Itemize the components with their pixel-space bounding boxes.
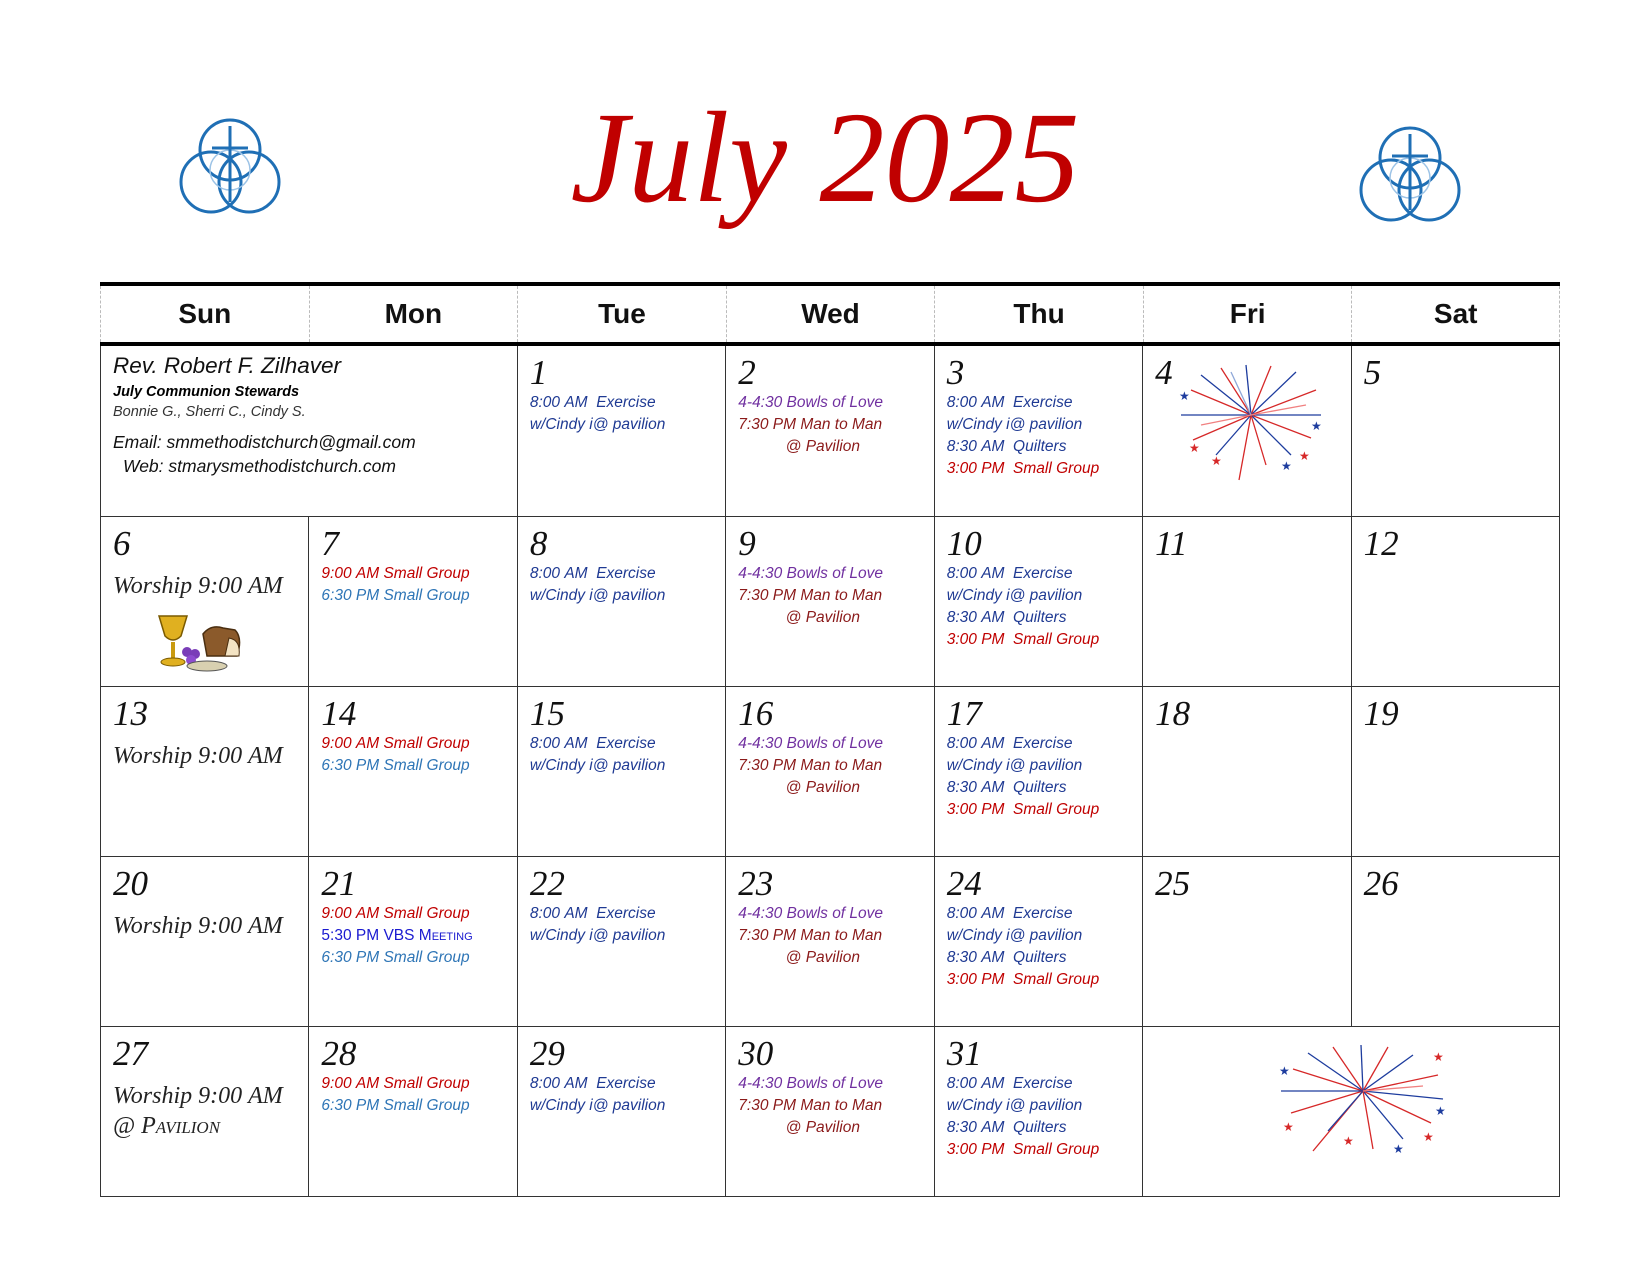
day-cell-6 [101,516,309,686]
day-number: 11 [1155,524,1188,563]
svg-text:★: ★ [1343,1134,1354,1148]
weekday-tue: Tue [517,286,726,342]
day-number: 8 [529,524,548,563]
event-man-to-man: 7:30 PM Man to Man [738,1097,883,1114]
day-cell-2 [726,346,934,516]
day-cell-26 [1352,856,1560,1026]
web-line: Web: stmarysmethodistchurch.com [123,456,396,476]
svg-text:★: ★ [1423,1130,1434,1144]
weekday-header [100,282,1560,346]
svg-text:★: ★ [1281,459,1292,473]
weekday-mon: Mon [309,286,518,342]
day-number: 5 [1363,353,1382,392]
day-number: 25 [1155,864,1191,903]
day-number: 18 [1155,694,1191,733]
day-cell-5 [1352,346,1560,516]
weekday-fri: Fri [1143,286,1352,342]
event-quilters: 8:30 AM Quilters [946,1119,1067,1136]
event-worship: Worship 9:00 AM [113,743,283,769]
event-exercise-location: w/Cindy i@ pavilion [946,587,1083,604]
event-exercise: 8:00 AM Exercise [529,394,656,411]
weekday-thu: Thu [934,286,1143,342]
event-quilters: 8:30 AM Quilters [946,609,1067,626]
day-cell-12 [1352,516,1560,686]
day-cell-8 [518,516,726,686]
pastor-name: Rev. Robert F. Zilhaver [113,353,341,378]
svg-text:★: ★ [1279,1064,1290,1078]
church-logo-icon [1354,120,1466,232]
event-man-to-man-location: @ Pavilion [738,1119,860,1136]
day-number: 7 [321,524,339,563]
svg-text:★: ★ [1435,1104,1446,1118]
event-exercise: 8:00 AM Exercise [529,1075,656,1092]
event-man-to-man: 7:30 PM Man to Man [738,757,883,774]
calendar-grid [100,346,1560,1197]
svg-text:★: ★ [1211,454,1222,468]
event-man-to-man-location: @ Pavilion [738,779,860,796]
event-bowls-of-love: 4-4:30 Bowls of Love [738,565,884,582]
day-cell-23 [726,856,934,1026]
day-number: 6 [113,524,131,563]
event-exercise: 8:00 AM Exercise [946,565,1073,582]
day-cell-17 [935,686,1143,856]
event-small-group: 3:00 PM Small Group [946,1141,1100,1158]
stewards-title: July Communion Stewards [113,384,300,400]
event-vbs-meeting: 5:30 PM VBS Meeting [321,927,473,944]
event-small-group: 3:00 PM Small Group [946,801,1100,818]
day-cell-21 [309,856,517,1026]
event-bowls-of-love: 4-4:30 Bowls of Love [738,905,884,922]
event-bowls-of-love: 4-4:30 Bowls of Love [738,394,884,411]
calendar-title: July 2025 [570,86,1080,230]
event-quilters: 8:30 AM Quilters [946,438,1067,455]
svg-text:★: ★ [1393,1142,1404,1156]
day-cell-16 [726,686,934,856]
day-number: 31 [946,1034,982,1073]
day-number: 20 [113,864,148,903]
event-exercise: 8:00 AM Exercise [529,735,656,752]
event-bowls-of-love: 4-4:30 Bowls of Love [738,1075,884,1092]
event-small-group-evening: 6:30 PM Small Group [321,757,470,774]
day-cell-1 [518,346,726,516]
event-exercise-location: w/Cindy i@ pavilion [529,1097,666,1114]
calendar [100,282,1560,1197]
day-cell-28 [309,1026,517,1196]
day-cell-14 [309,686,517,856]
day-number: 22 [529,864,565,903]
event-man-to-man: 7:30 PM Man to Man [738,587,883,604]
svg-text:★: ★ [1311,419,1322,433]
day-cell-29 [518,1026,726,1196]
day-cell-3 [935,346,1143,516]
day-cell-10 [935,516,1143,686]
day-cell-4 [1143,346,1351,516]
day-number: 2 [738,353,756,392]
day-number: 29 [529,1034,565,1073]
day-number: 17 [946,694,982,733]
event-exercise: 8:00 AM Exercise [946,1075,1073,1092]
event-exercise-location: w/Cindy i@ pavilion [946,416,1083,433]
day-cell-15 [518,686,726,856]
event-man-to-man: 7:30 PM Man to Man [738,416,883,433]
event-exercise-location: w/Cindy i@ pavilion [529,757,666,774]
day-number: 21 [321,864,357,903]
event-worship: Worship 9:00 AM [113,573,283,599]
svg-text:★: ★ [1433,1050,1444,1064]
event-small-group-morning: 9:00 AM Small Group [321,1075,470,1092]
event-small-group-morning: 9:00 AM Small Group [321,735,470,752]
day-cell-13 [101,686,309,856]
event-worship: Worship 9:00 AM [113,1083,283,1109]
svg-text:★: ★ [1189,441,1200,455]
weekday-wed: Wed [726,286,935,342]
day-cell-11 [1143,516,1351,686]
svg-text:★: ★ [1299,449,1310,463]
day-cell-24 [935,856,1143,1026]
event-exercise-location: w/Cindy i@ pavilion [529,927,666,944]
empty-cell-fireworks [1143,1026,1560,1196]
event-worship: Worship 9:00 AM [113,913,283,939]
day-number: 30 [738,1034,774,1073]
event-exercise-location: w/Cindy i@ pavilion [946,927,1083,944]
event-man-to-man: 7:30 PM Man to Man [738,927,883,944]
event-small-group-morning: 9:00 AM Small Group [321,565,470,582]
day-number: 4 [1155,353,1173,392]
svg-text:★: ★ [1283,1120,1294,1134]
day-cell-22 [518,856,726,1026]
day-cell-18 [1143,686,1351,856]
event-exercise-location: w/Cindy i@ pavilion [529,587,666,604]
event-small-group: 3:00 PM Small Group [946,631,1100,648]
day-number: 13 [113,694,148,733]
day-number: 16 [738,694,774,733]
day-number: 27 [113,1034,148,1073]
day-number: 3 [946,353,965,392]
day-number: 24 [946,864,982,903]
event-exercise: 8:00 AM Exercise [946,905,1073,922]
day-number: 14 [321,694,357,733]
event-small-group-morning: 9:00 AM Small Group [321,905,470,922]
event-exercise: 8:00 AM Exercise [529,565,656,582]
communion-icon [151,612,251,672]
email-line: Email: smmethodistchurch@gmail.com [113,432,416,452]
day-number: 15 [529,694,565,733]
event-man-to-man-location: @ Pavilion [738,609,860,626]
event-man-to-man-location: @ Pavilion [738,438,860,455]
event-exercise: 8:00 AM Exercise [946,735,1073,752]
event-bowls-of-love: 4-4:30 Bowls of Love [738,735,884,752]
day-number: 12 [1363,524,1399,563]
day-cell-19 [1352,686,1560,856]
fireworks-icon [1273,1041,1453,1159]
day-number: 1 [529,353,548,392]
weekday-sun: Sun [100,286,309,342]
church-info [101,346,518,516]
day-cell-27 [101,1026,309,1196]
day-number: 9 [738,524,756,563]
event-exercise-location: w/Cindy i@ pavilion [946,757,1083,774]
event-man-to-man-location: @ Pavilion [738,949,860,966]
event-small-group-evening: 6:30 PM Small Group [321,1097,470,1114]
day-number: 26 [1363,864,1399,903]
day-number: 28 [321,1034,357,1073]
day-cell-31 [935,1026,1143,1196]
fireworks-icon [1171,360,1331,485]
stewards-names: Bonnie G., Sherri C., Cindy S. [113,404,306,420]
day-cell-20 [101,856,309,1026]
event-worship-location: @ Pavilion [113,1113,221,1139]
day-number: 10 [946,524,982,563]
event-small-group-evening: 6:30 PM Small Group [321,587,470,604]
event-small-group: 3:00 PM Small Group [946,460,1100,477]
event-exercise-location: w/Cindy i@ pavilion [529,416,666,433]
day-cell-30 [726,1026,934,1196]
church-logo-icon [174,112,286,224]
weekday-sat: Sat [1351,286,1560,342]
event-exercise: 8:00 AM Exercise [529,905,656,922]
event-quilters: 8:30 AM Quilters [946,779,1067,796]
event-small-group-evening: 6:30 PM Small Group [321,949,470,966]
event-exercise: 8:00 AM Exercise [946,394,1073,411]
day-cell-9 [726,516,934,686]
event-exercise-location: w/Cindy i@ pavilion [946,1097,1083,1114]
day-cell-25 [1143,856,1351,1026]
event-small-group: 3:00 PM Small Group [946,971,1100,988]
svg-text:★: ★ [1179,389,1190,403]
day-cell-7 [309,516,517,686]
day-number: 23 [738,864,774,903]
day-number: 19 [1363,694,1399,733]
event-quilters: 8:30 AM Quilters [946,949,1067,966]
